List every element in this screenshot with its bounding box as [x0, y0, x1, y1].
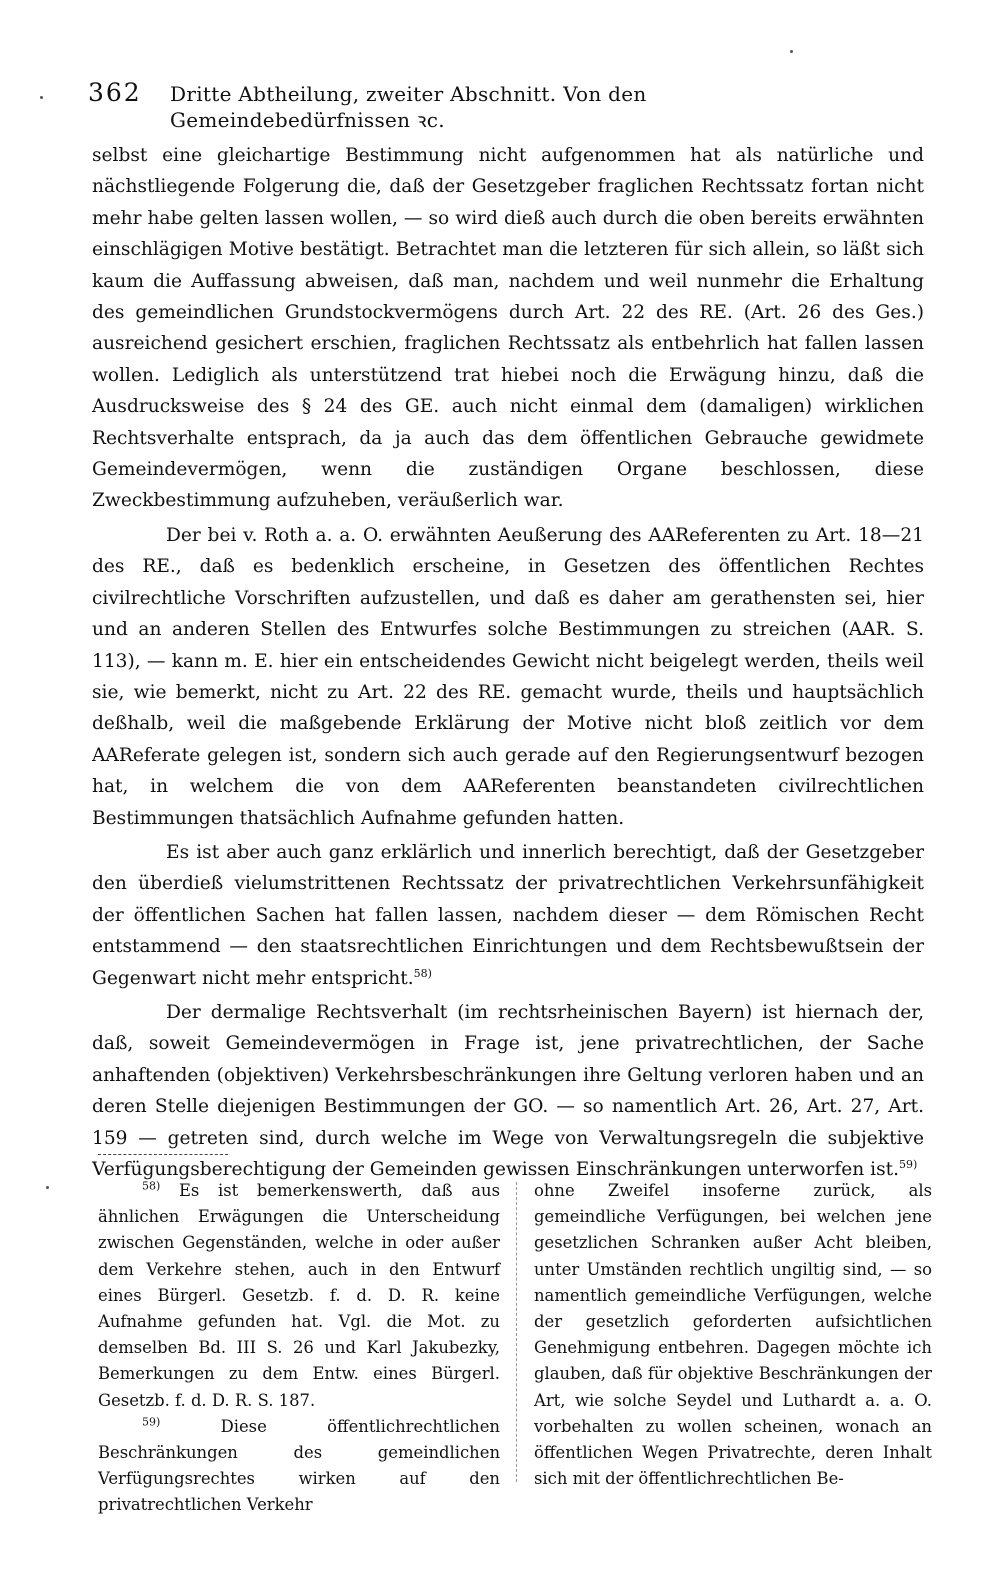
page-header: [88, 78, 858, 132]
page-number: 362: [88, 78, 142, 107]
paragraph: [92, 997, 924, 1185]
footnote-text: Es ist bemerkenswerth, daß aus ähnlichen Erwägungen die Unterscheidung zwischen Gegenständen, welche in oder außer dem Verkehre stehen, auch in den Entwurf eines Bürgerl. Gesetzb. f. d. D. R. keine Aufnahme gefunden hat. Vgl. die Mot. zu demselben Bd. III S. 26 und Karl Jakubezky, Bemerkungen zu dem Entw. eines Bürgerl. Gesetzb. f. d. D. R. S. 187.: [98, 1181, 500, 1410]
footnote: [98, 1414, 500, 1519]
paragraph: Der bei v. Roth a. a. O. erwähnten Aeußerung des AAReferenten zu Art. 18—21 des RE., daß es bedenklich erscheine, in Gesetzen des öffentlichen Rechtes civilrechtliche Vorschriften aufzustellen, und daß es daher am gerathensten sei, hier und an anderen Stellen des Entwurfes solche Bestimmungen zu streichen (AAR. S. 113), — kann m. E. hier ein entscheidendes Gewicht nicht beigelegt werden, theils weil sie, wie bemerkt, nicht zu Art. 22 des RE. gemacht wurde, theils und hauptsächlich deßhalb, weil die maßgebende Erklärung der Motive nicht bloß zeitlich vor dem AAReferate gelegen ist, sondern sich auch gerade auf den Regierungsentwurf bezogen hat, in welchem die von dem AAReferenten beanstandeten civilrechtlichen Bestimmungen thatsächlich Aufnahme gefunden hatten.: [92, 524, 924, 829]
footnote-divider: [98, 1154, 228, 1155]
main-text: [92, 140, 924, 1185]
scan-speck: [40, 96, 43, 99]
footnotes-right-column: [534, 1178, 932, 1492]
footnotes-left-column: [98, 1178, 500, 1519]
footnote-marker: 58): [142, 1179, 161, 1193]
footnote-ref: 59): [899, 1157, 918, 1171]
paragraph-text: Es ist aber auch ganz erklärlich und innerlich berechtigt, daß der Gesetzgeber den überdieß vielumstrittenen Rechtssatz der privatrechtlichen Verkehrsunfähigkeit der öffentlichen Sachen hat fallen lassen, nachdem dieser — dem Römischen Recht entstammend — den staatsrechtlichen Einrichtungen und dem Rechtsbewußtsein der Gegenwart nicht mehr entspricht.: [92, 841, 924, 989]
footnote: [98, 1178, 500, 1414]
running-title: Dritte Abtheilung, zweiter Abschnitt. Von den Gemeindebedürfnissen ꝛc.: [170, 82, 647, 132]
footnote-text: Diese öffentlichrechtlichen Beschränkungen des gemeindlichen Verfügungsrechtes wirken auf den privatrechtlichen Verkehr: [98, 1416, 500, 1515]
footnote-continuation: ohne Zweifel insoferne zurück, als gemeindliche Verfügungen, bei welchen jene gesetzlichen Schranken außer Acht bleiben, unter Umständen rechtlich ungiltig sind, — so namentlich gemeindliche Verfügungen, welche der gesetzlich geforderten aufsichtlichen Genehmigung entbehren. Dagegen möchte ich glauben, daß für objektive Beschränkungen der Art, wie solche Seydel und Luthardt a. a. O. vorbehalten zu wollen scheinen, wonach an öffentlichen Wegen Privatrechte, deren Inhalt sich mit der öffentlichrechtlichen Be-: [534, 1181, 932, 1489]
paragraph-text: Der dermalige Rechtsverhalt (im rechtsrheinischen Bayern) ist hiernach der, daß, soweit Gemeindevermögen in Frage ist, jene privatrechtlichen, der Sache anhaftenden (objektiven) Verkehrsbeschränkungen ihre Geltung verloren haben und an deren Stelle diejenigen Bestimmungen der GO. — so namentlich Art. 26, Art. 27, Art. 159 — getreten sind, durch welche im Wege von Verwaltungsregeln die subjektive Verfügungsberechtigung der Gemeinden gewissen Einschränkungen unterworfen ist.: [92, 1001, 924, 1180]
column-separator: [516, 1182, 517, 1482]
paragraph: selbst eine gleichartige Bestimmung nicht aufgenommen hat als natürliche und nächstliegende Folgerung die, daß der Gesetzgeber fraglichen Rechtssatz fortan nicht mehr habe gelten lassen wollen, — so wird dieß auch durch die oben bereits erwähnten einschlägigen Motive bestätigt. Betrachtet man die letzteren für sich allein, so läßt sich kaum die Auffassung abweisen, daß man, nachdem und weil nunmehr die Erhaltung des gemeindlichen Grundstockvermögens durch Art. 22 des RE. (Art. 26 des Ges.) ausreichend gesichert erschien, fraglichen Rechtssatz als entbehrlich hat fallen lassen wollen. Lediglich als unterstützend trat hiebei noch die Erwägung hinzu, daß die Ausdrucksweise des § 24 des GE. auch nicht einmal dem (damaligen) wirklichen Rechtsverhalte entsprach, da ja auch das dem öffentlichen Gebrauche gewidmete Gemeindevermögen, wenn die zuständigen Organe beschlossen, diese Zweckbestimmung aufzuheben, veräußerlich war.: [92, 145, 924, 512]
footnote-ref: 58): [413, 966, 432, 980]
scan-speck: [46, 1186, 49, 1189]
scan-speck: [790, 50, 793, 53]
footnote-marker: 59): [142, 1415, 161, 1429]
paragraph: [92, 837, 924, 994]
